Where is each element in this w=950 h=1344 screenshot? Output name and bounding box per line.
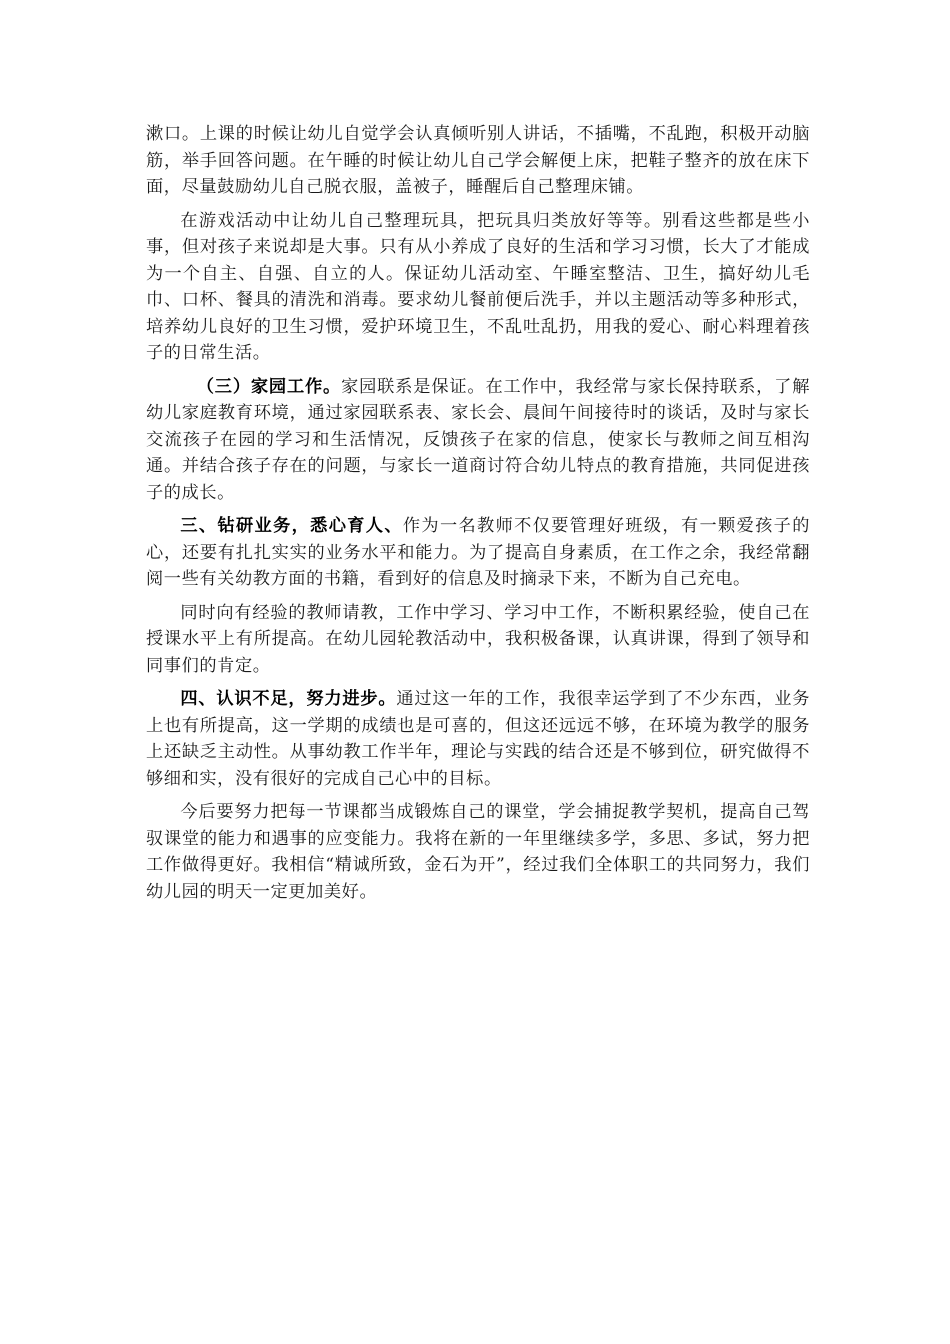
- paragraph-text: 家园联系是保证。在工作中，我经常与家长保持联系，了解幼儿家庭教育环境，通过家园联系表、家长会、晨间午间接待时的谈话，及时与家长交流孩子在园的学习和生活情况，反馈孩子在家的信息，使家长与教师之间互相沟通。并结合孩子存在的问题，与家长一道商讨符合幼儿特点的教育措施，共同促进孩子的成长。: [146, 376, 810, 503]
- paragraph-text: 今后要努力把每一节课都当成锻炼自己的课堂，学会捕捉教学契机，提高自己驾驭课堂的能力和遇事的应变能力。我将在新的一年里继续多学，多思、多试，努力把工作做得更好。我相信“精诚所致，金石为开”，经过我们全体职工的共同努力，我们幼儿园的明天一定更加美好。: [146, 802, 810, 902]
- paragraph-game-activities: [146, 208, 810, 367]
- paragraph-home-school-work: [146, 374, 810, 507]
- section-heading: 三、钻研业务，悉心育人、: [180, 516, 403, 536]
- document-body: [146, 121, 810, 912]
- paragraph-professional-study: [146, 513, 810, 593]
- paragraph-text: 通过这一年的工作，我很幸运学到了不少东西，业务上也有所提高，这一学期的成绩也是可喜的，但这还远远不够，在环境为教学的服务上还缺乏主动性。从事幼教工作半年，理论与实践的结合还是不够到位，研究做得不够细和实，没有很好的完成自己心中的目标。: [146, 689, 810, 789]
- section-heading: （三）家园工作。: [196, 376, 342, 397]
- section-heading: 四、认识不足，努力进步。: [180, 689, 397, 709]
- paragraph-text: 漱口。上课的时候让幼儿自觉学会认真倾听别人讲话，不插嘴，不乱跑，积极开动脑筋，举手回答问题。在午睡的时候让幼儿自己学会解便上床，把鞋子整齐的放在床下面，尽量鼓励幼儿自己脱衣服，盖被子，睡醒后自己整理床铺。: [146, 124, 810, 197]
- paragraph-future-plans: [146, 799, 810, 905]
- paragraph-learning-from-teachers: [146, 600, 810, 680]
- paragraph-text: 在游戏活动中让幼儿自己整理玩具，把玩具归类放好等等。别看这些都是些小事，但对孩子来说却是大事。只有从小养成了良好的生活和学习习惯，长大了才能成为一个自主、自强、自立的人。保证幼儿活动室、午睡室整洁、卫生，搞好幼儿毛巾、口杯、餐具的清洗和消毒。要求幼儿餐前便后洗手，并以主题活动等多种形式，培养幼儿良好的卫生习惯，爱护环境卫生，不乱吐乱扔，用我的爱心、耐心料理着孩子的日常生活。: [146, 210, 810, 363]
- paragraph-text: 同时向有经验的教师请教，工作中学习、学习中工作，不断积累经验，使自己在授课水平上有所提高。在幼儿园轮教活动中，我积极备课，认真讲课，得到了领导和同事们的肯定。: [146, 602, 810, 676]
- paragraph-shortcomings: [146, 686, 810, 792]
- paragraph-hygiene-continued: [146, 121, 810, 201]
- paragraph-text: 作为一名教师不仅要管理好班级，有一颗爱孩子的心，还要有扎扎实实的业务水平和能力。为了提高自身素质，在工作之余，我经常翻阅一些有关幼教方面的书籍，看到好的信息及时摘录下来，不断为自己充电。: [146, 516, 811, 589]
